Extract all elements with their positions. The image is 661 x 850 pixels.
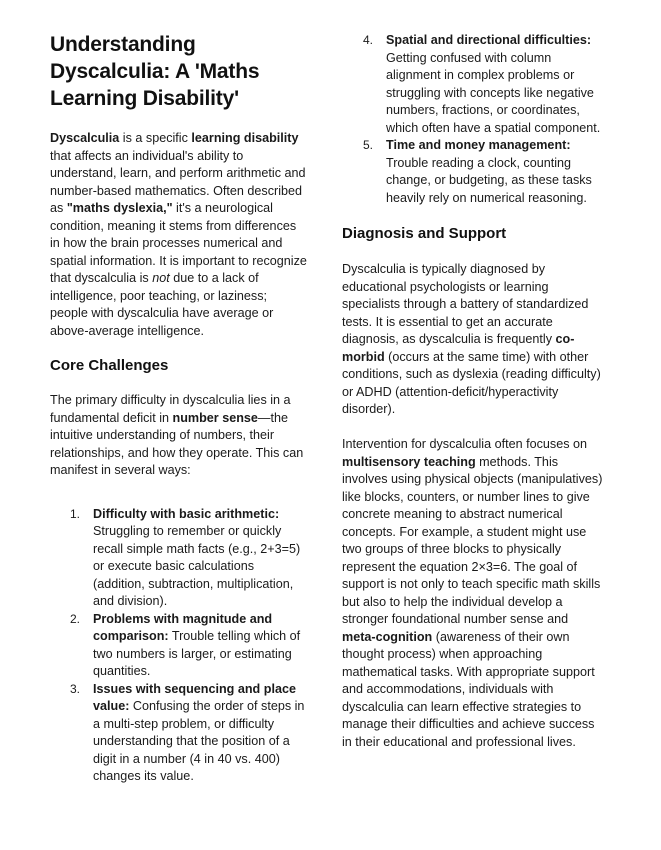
bold-term: number sense bbox=[172, 410, 258, 425]
bold-term: multisensory teaching bbox=[342, 454, 476, 469]
diagnosis-paragraph: Dyscalculia is typically diagnosed by educational psychologists or learning specialists through a battery of standardized tests. It is essential to get an accurate diagnosis, as dyscalculia is frequently co-morbid (occurs at the same time) with other conditions, such as dyslexia (reading difficulty) or ADHD (attention-deficit/hyperactivity disorder). bbox=[342, 262, 601, 416]
list-number: 4. bbox=[363, 33, 374, 47]
section-heading-diagnosis-support: Diagnosis and Support bbox=[342, 225, 507, 242]
list-item: 3. Issues with sequencing and place value: Confusing the order of steps in a multi-step problem, or difficulty understanding that the position of a digit in a number (4 in 40 vs. 400) changes its value. bbox=[70, 681, 305, 783]
list-item-label: Time and money management: bbox=[386, 138, 571, 152]
page-title: Understanding Dyscalculia: A 'Maths Learning Disability' bbox=[50, 33, 260, 110]
intro-paragraph: Dyscalculia is a specific learning disability that affects an individual's ability to understand, learn, and perform arithmetic and number-based mathematics. Often described as "maths dyslexia," it's a neurological condition, meaning it stems from differences in how the brain processes numerical and spatial information. It is important to recognize that dyscalculia is not due to a lack of intelligence, poor teaching, or laziness; people with dyscalculia have average or above-average intelligence. bbox=[50, 131, 307, 338]
bold-term: "maths dyslexia," bbox=[66, 201, 173, 215]
list-item-label: Problems with magnitude and comparison: bbox=[93, 611, 273, 643]
list-item: 4. Spatial and directional difficulties: Getting confused with column alignment in complex problems or struggling with concepts like negative numbers, fractions, or coordinates, which often have a spatial component. bbox=[363, 33, 601, 135]
list-item: 5. Time and money management: Trouble reading a clock, counting change, or budgeting, as these tasks heavily rely on numerical reasoning. bbox=[363, 138, 592, 205]
challenges-list-continued bbox=[342, 32, 604, 207]
bold-term: Dyscalculia bbox=[50, 131, 120, 145]
right-column bbox=[342, 0, 604, 751]
italic-term: not bbox=[152, 271, 170, 285]
list-item-label: Difficulty with basic arithmetic: bbox=[93, 506, 280, 521]
list-item-label: Issues with sequencing and place value: bbox=[93, 681, 296, 713]
challenges-list bbox=[50, 506, 308, 786]
list-number: 2. bbox=[70, 611, 81, 626]
list-item-label: Spatial and directional difficulties: bbox=[386, 33, 592, 47]
left-column bbox=[50, 0, 308, 786]
bold-term: learning disability bbox=[191, 131, 299, 145]
intervention-paragraph: Intervention for dyscalculia often focuses on multisensory teaching methods. This involves using physical objects (manipulatives) like blocks, counters, or number lines to give concrete meaning to abstract numerical concepts. For example, a student might use two groups of three blocks to physically represent the equation 2×3=6. The goal of support is not only to teach specific math skills but also to help the individual develop a stronger foundational number sense and meta-cognition (awareness of their own thought process) when approaching mathematical tasks. With appropriate support and accommodations, individuals with dyscalculia can learn effective strategies to manage their difficulties and achieve success in their educational and professional lives. bbox=[342, 437, 603, 749]
bold-term: meta-cognition bbox=[342, 629, 433, 644]
section-heading-core-challenges: Core Challenges bbox=[50, 357, 169, 374]
bold-term: co-morbid bbox=[342, 332, 575, 364]
list-number: 1. bbox=[70, 506, 81, 521]
list-number: 5. bbox=[363, 138, 374, 152]
list-item: 2. Problems with magnitude and comparison: Trouble telling which of two numbers is larger, or estimating quantities. bbox=[70, 611, 301, 678]
list-item: 1. Difficulty with basic arithmetic: Struggling to remember or quickly recall simple math facts (e.g., 2+3=5) or execute basic calculations (addition, subtraction, multiplication, and division). bbox=[70, 506, 301, 608]
core-challenges-paragraph: The primary difficulty in dyscalculia lies in a fundamental deficit in number sense—the intuitive understanding of numbers, their relationships, and how they operate. This can manifest in several ways: bbox=[50, 393, 304, 477]
list-number: 3. bbox=[70, 681, 81, 696]
